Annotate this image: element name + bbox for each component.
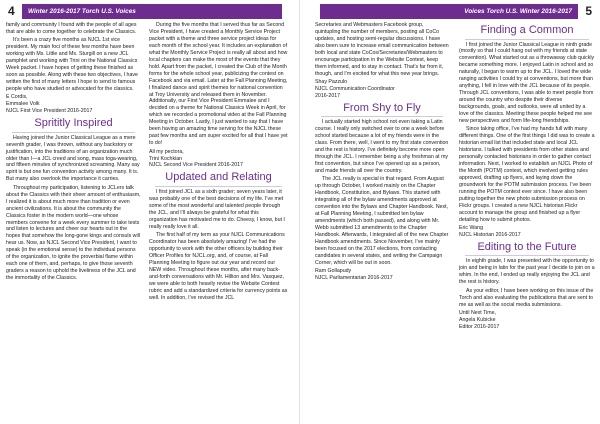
paragraph: I first joined JCL as a sixth grader; seven years later, it was probably one of the best decisions of my life. I’ve met some of the most wonderful and talented people through the JCL, and I’ll always be grateful for what this organization has motivated me to do. Cheesy, I know, but I really really love it all.	[149, 188, 285, 230]
article-title: Editing to the Future	[477, 240, 577, 253]
paragraph: The first half of my term as your NJCL Communications Coordinator has been absolutely amazing! I’ve had the opportunity to work with the other officers by building their Officer Profiles for NJCL.org, and, of course, at Fall Planning Meeting to figure out our year and record our NEW video. Throughout these months, after many back-and-forth conversations with Mr. Hillion and Mrs. Vasquez, we were able to both heavily revise the Website Contest rubric and add a standardized criteria for currency points as well. In addition, I’ve revised the JCL	[149, 232, 288, 301]
signature-line: Angela Kubicke	[459, 316, 496, 323]
title-divider	[465, 39, 589, 40]
article-title: Finding a Common	[480, 24, 574, 36]
page-header: Voices Torch U.S. Winter 2016-2017	[320, 4, 578, 19]
page-number: 4	[8, 4, 15, 18]
paragraph: I actually started high school not even taking a Latin course. I really only switched over to one a week before school started because a lot of my friends were in the class. From there, well, I went to my first state convention and the rest is history. I’ve definitely become more open through the JCL. I remember being a shy freshman at my first convention, but since I’ve opened up as a person, and made friends all over the country.	[315, 119, 449, 175]
right-page	[300, 0, 600, 424]
page-header: Winter 2016-2017 Torch U.S. Voices	[22, 4, 282, 19]
paragraph: family and community I found with the people of all ages that are able to come together to celebrate the Classics.	[6, 22, 137, 35]
column	[149, 22, 288, 418]
signature-line: NJCL Communication Coordinator	[315, 85, 395, 92]
column	[315, 22, 449, 418]
title-divider	[155, 186, 282, 187]
signature-line: Ram Gollapudy	[315, 268, 352, 275]
signature-line: E Cordis,	[6, 94, 28, 101]
signature-line: 2016-2017	[315, 92, 341, 99]
paragraph: The JCL really is special in that regard. From August up through October, I worked mainly on the Chapter Handbook, Constitution, and Bylaws. This started with integrating all of the bylaw amendments approved at convention into the Bylaws and Chapter Handbook. Next, at Fall Planning Meeting, I submitted ten bylaw amendments (which both passed), and along with Mr. Webb submitted 13 amendments to the Chapter Handbook. Afterwards, I integrated all of the new Chapter Handbook amendments. Since November, I’ve mainly been focused on the 2017 elections, from contacting candidates in several states, and writing the Campaign Corner, which will be out in soon.	[315, 176, 449, 266]
paragraph: It’s been a crazy five months as NJCL 1st vice president. My main foci of these few months have been working with Ms. Little and Ms. Sturgill on a new JCL pamphlet and working with Trini on the National Classics Week packet. I have hopes of getting these finished as soon as possible. Along with these two objectives, I have written the first of many letters I hope to send to famous people who have studied or advocated for the classics.	[6, 37, 138, 92]
article-title: Sprititly Inspired	[34, 117, 113, 130]
paragraph: During the five months that I served thus far as Second Vice President, I have created a Monthly Service Project packet with a theme and three service project ideas for each month of the school year. It includes an explanation of what the Monthly Service Project is really all about and how local chapters can make the most of the events that they hold. Apart from the packet, I created the Club of the Month forms for the whole school year, publicizing the contest on Facebook and via email. Later at the Fall Planning Meeting, I finalized dance and spirit themes for national convention at Troy University and released them in November. Additionally, our First Vice President Emmalee and I decided on a theme for National Classics Week in April, for which we recorded a promotional video at the Fall Planning Meeting in October. Lastly, I just wanted to say that I have been having an amazing time serving for the NJCL these past few months and am super excited for all that I have yet to do!	[149, 22, 288, 147]
paragraph: Since taking office, I’ve had my hands full with many different things. One of the first things I did was to create a historian email list that included state and local JCL historians. I talked with presidents from other states and personally contacted historians in order to gather contact information. Next, I worked to establish an NJCL Photo of the Month (POTM) contest, which involved getting rules approved, drafting up flyers, and laying down the groundwork for the POTM submission process. I’ve been running the POTM contest ever since. I have also been putting together the new photo submission process on Flickr groups. I created a new NJCL historian Flickr account to manage the group and finished up a flyer detailing how to submit photos.	[459, 126, 595, 223]
signature-line: NJCL First Vice President 2016-2017	[6, 108, 93, 115]
signature-line: NJCL Parliamentarian 2016-2017	[315, 275, 393, 282]
title-divider	[321, 116, 443, 117]
signature-line: Until Next Time,	[459, 309, 497, 316]
paragraph: I first joined the Junior Classical League in ninth grade (mostly so that I could hang out with my friends at state convention). What started out as a throwaway club quickly became something more. I enjoyed Latin in school and so naturally, I began to warm up to the JCL. I loved the wide ranging activities I could try at conventions, but more than anything, I fell in love with the JCL because of its people. Through JCL conventions, I was able to meet people from around the country who despite their diverse backgrounds, goals, and outlooks, were all united by a love of the classics. Meeting these people helped me see new perspectives and form life-long friendships.	[459, 41, 595, 124]
title-divider	[12, 132, 135, 133]
signature-line: All my pectora,	[149, 148, 184, 155]
paragraph: As your editor, I have been working on this issue of the Torch and also evaluating the publications that are sent to me as well as the social media submissions.	[459, 287, 594, 308]
signature-line: Trini Kochkian	[149, 155, 183, 162]
signature-line: Emmalee Volk	[6, 101, 40, 108]
paragraph: Secretaries and Webmasters Facebook group, quintupling the number of members, posting all CoCo updates, and hosting semi-regular discussions. I have also been sure to increase email communication between both local and state CoCos/Secretaries/Webmasters to encourage participation in the Website Contest, keep them informed, and to stay in contact. That’s far from it, though, and I’m excited for what this new year brings.	[315, 22, 449, 77]
signature-line: NJCL Historian 2016-2017	[459, 232, 521, 239]
article-title: Updated and Relating	[165, 171, 272, 184]
paragraph: Throughout my participation, listening to JCLers talk about the Classics with their sheer amount of enthusiasm, I realized it is about much more than tradition or even ancient civilizations. It is about the community the Classics foster in the modern world—one whose members convene for a week every summer to take tests and listen to lectures and cheer our hearts out in the hopes that somehow the long-gone kings and consuls will hear us. Now, as NJCL Second Vice President, I want to speak (in the emotional sense) to the individual persons of the organization, to ignite the proverbial flame within each one of them, and, perhaps, to give those seventh graders a reason to uphold the liveliness of the JCL and the immortality of the Classics.	[6, 184, 141, 282]
column	[459, 22, 595, 418]
article-title: From Shy to Fly	[343, 101, 421, 114]
title-divider	[465, 255, 589, 256]
signature-line: Editor 2016-2017	[459, 323, 500, 330]
column	[6, 22, 141, 418]
paragraph: Having joined the Junior Classical League as a mere seventh grader, I was thrown, without any backstory or justification, into the traditions of an organization much older than I—a JCL creed and song, mass toga-wearing, and fifteen minutes of synchronized screaming. Many say spirit is but one fun convention activity among many. It is. But many also overlook the importance it carries.	[6, 134, 140, 183]
paragraph: In eighth grade, I was presented with the opportunity to join and being in latin for the past year I decide to join on a whim. In the end, I ended up really enjoying the JCL and the rest is history.	[459, 258, 595, 286]
signature-line: Shay Pazzulo	[315, 79, 348, 86]
signature-line: Eric Wang	[459, 225, 484, 232]
signature-line: NJCL Second Vice President 2016-2017	[149, 162, 243, 169]
page-number: 5	[585, 4, 592, 18]
